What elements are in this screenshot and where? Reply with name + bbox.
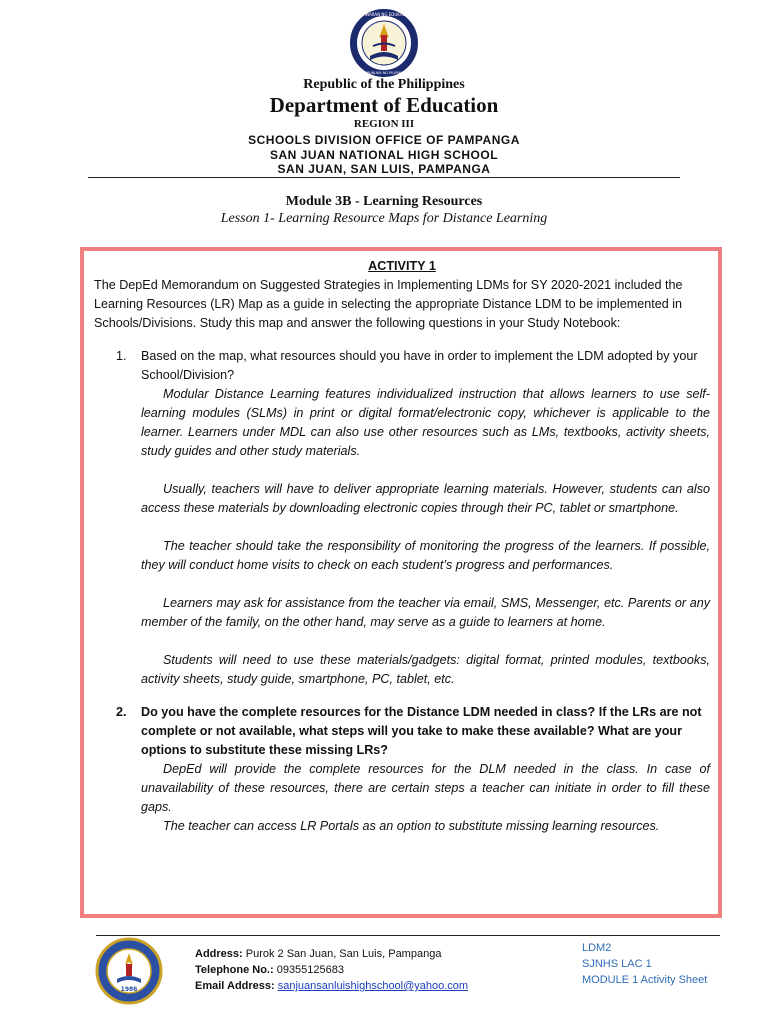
- header-republic: Republic of the Philippines: [303, 77, 465, 92]
- question-1: [94, 347, 710, 385]
- lesson-title: Lesson 1- Learning Resource Maps for Distance Learning: [220, 211, 548, 226]
- header-division: SCHOOLS DIVISION OFFICE OF PAMPANGA: [248, 133, 520, 147]
- header-divider: [88, 177, 680, 178]
- question-2: [94, 703, 710, 760]
- question-2-number: 2.: [116, 705, 127, 719]
- footer-address: [195, 946, 468, 962]
- footer-email-label: Email Address:: [195, 980, 275, 992]
- footer-tag: MODULE 1 Activity Sheet: [582, 974, 708, 986]
- footer-tags: [582, 940, 707, 988]
- activity-title: ACTIVITY 1: [368, 259, 436, 273]
- seal-text-top: KAGAWARAN NG EDUKASYON: [354, 12, 414, 17]
- activity-intro: The DepEd Memorandum on Suggested Strategies in Implementing LDMs for SY 2020-2021 included the Learning Resources (LR) Map as a guide in selecting the appropriate Distance LDM to be implemented in Schools/Divisions. Study this map and answer the following questions in your Study Notebook:: [94, 278, 683, 330]
- footer-email-link[interactable]: sanjuansanluishighschool@yahoo.com: [277, 980, 469, 992]
- answer-1-paragraph: The teacher should take the responsibility of monitoring the progress of the learners. If possible, they will conduct home visits to check on each student’s progress and performances.: [141, 539, 710, 572]
- module-title: Module 3B - Learning Resources: [285, 194, 483, 209]
- footer-tag: SJNHS LAC 1: [582, 958, 652, 970]
- header-address: SAN JUAN, SAN LUIS, PAMPANGA: [277, 162, 491, 176]
- school-logo: [95, 937, 163, 1005]
- footer-contact: [195, 946, 468, 994]
- answer-2-paragraph: DepEd will provide the complete resources for the DLM needed in the class. In case of unavailability of these resources, there are certain steps a teacher can initiate in order to fill these gaps.: [141, 762, 710, 814]
- answer-1-paragraph: Students will need to use these materials/gadgets: digital format, printed modules, textbooks, activity sheets, study guide, smartphone, PC, tablet, etc.: [141, 653, 710, 686]
- activity-box: [80, 247, 722, 918]
- header-department: Department of Education: [269, 93, 499, 117]
- answer-2-paragraph: The teacher can access LR Portals as an option to substitute missing learning resources.: [163, 819, 660, 833]
- header-region: REGION III: [353, 118, 415, 130]
- question-2-text: Do you have the complete resources for the Distance LDM needed in class? If the LRs are not complete or not available, what steps will you take to make these available? What are your options to substitute these missing LRs?: [141, 705, 702, 757]
- answer-1-paragraph: Modular Distance Learning features individualized instruction that allows learners to use self-learning modules (SLMs) in print or digital format/electronic copy, whichever is applicable to the learner. Learners under MDL can also use other resources such as LMs, textbooks, activity sheets, study guides and other study materials.: [141, 387, 710, 458]
- footer-address-label: Address:: [195, 948, 243, 960]
- answer-1-paragraph: Usually, teachers will have to deliver appropriate learning materials. However, students can also access these materials by downloading electronic copies through their PC, tablet or smartphone.: [141, 482, 710, 515]
- answer-1-paragraph: Learners may ask for assistance from the teacher via email, SMS, Messenger, etc. Parents or any member of the family, on the other hand, may serve as a guide to learners at home.: [141, 596, 710, 629]
- question-1-text: Based on the map, what resources should you have in order to implement the LDM adopted by your School/Division?: [141, 349, 698, 382]
- footer-phone-value: 09355125683: [276, 964, 344, 976]
- footer-address-value: Purok 2 San Juan, San Luis, Pampanga: [245, 948, 442, 960]
- deped-seal: [337, 8, 431, 78]
- school-logo-year: 1986: [120, 986, 138, 993]
- footer-email: [195, 978, 468, 994]
- question-1-number: 1.: [116, 349, 127, 363]
- footer-divider: [96, 935, 720, 936]
- seal-text-bottom: REPUBLIKA NG PILIPINAS: [362, 71, 406, 75]
- header-school: SAN JUAN NATIONAL HIGH SCHOOL: [269, 148, 499, 162]
- footer-tag: LDM2: [582, 942, 612, 954]
- footer-phone-label: Telephone No.:: [195, 964, 274, 976]
- footer-phone: [195, 962, 468, 978]
